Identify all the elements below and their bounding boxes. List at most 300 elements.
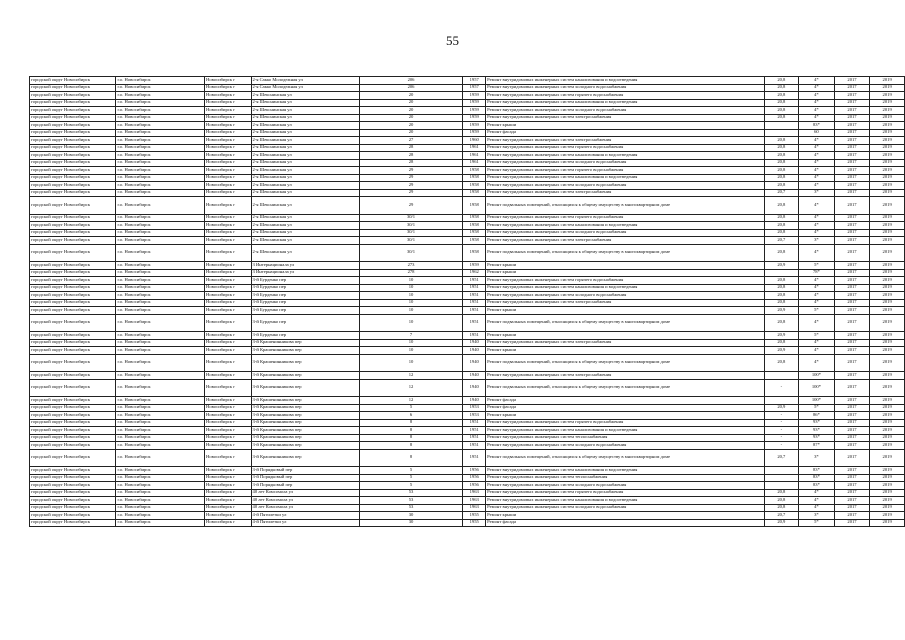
wear-cell: 20,7 [764,189,799,197]
municipality-cell: городской округ Новосибирск [30,84,116,92]
build-year-cell: 1958 [463,197,486,215]
house-number-cell: 5 [359,482,462,490]
wear-cell: 20,8 [764,99,799,107]
house-number-cell: 20 [359,99,462,107]
wear-cell: 20,8 [764,84,799,92]
work-type-cell: Ремонт крыши [486,332,764,340]
table-row [30,137,905,145]
share-cell: 4* [799,277,835,285]
work-type-cell: Ремонт подвальных помещений, относящихся к общему имуществу в многоквартирном доме [486,314,764,332]
build-year-cell: 1961 [463,159,486,167]
share-cell: 5* [799,404,835,412]
share-cell: 93* [799,434,835,442]
start-year-cell: 2017 [834,489,870,497]
wear-cell [764,482,799,490]
municipality-cell: городской округ Новосибирск [30,474,116,482]
end-year-cell: 2019 [870,379,905,397]
city-cell: Новосибирск г [205,284,252,292]
district-cell: г.о. Новосибирск [116,277,205,285]
work-type-cell: Ремонт подвальных помещений, относящихся к общему имуществу в многоквартирном доме [486,379,764,397]
house-number-cell: 27 [359,137,462,145]
district-cell: г.о. Новосибирск [116,197,205,215]
share-cell: 4* [799,197,835,215]
end-year-cell: 2019 [870,354,905,372]
wear-cell: 20,8 [764,244,799,262]
district-cell: г.о. Новосибирск [116,467,205,475]
street-cell: 3-й Крашенинникова пер [251,434,359,442]
city-cell: Новосибирск г [205,372,252,380]
end-year-cell: 2019 [870,214,905,222]
street-cell: 2-я Шекснинская ул [251,129,359,137]
share-cell: 5* [799,262,835,270]
street-cell: 3-й Крашенинникова пер [251,404,359,412]
start-year-cell: 2017 [834,482,870,490]
street-cell: 3-й Крашенинникова пер [251,442,359,450]
work-type-cell: Ремонт внутридомовых инженерных систем горячего водоснабжения [486,277,764,285]
start-year-cell: 2017 [834,269,870,277]
work-type-cell: Ремонт внутридомовых инженерных систем канализования и водоотведения [486,497,764,505]
build-year-cell: 1958 [463,174,486,182]
house-number-cell: 10 [359,299,462,307]
share-cell: 78* [799,269,835,277]
build-year-cell: 1958 [463,182,486,190]
table-row [30,122,905,130]
district-cell: г.о. Новосибирск [116,412,205,420]
work-type-cell: Ремонт крыши [486,262,764,270]
start-year-cell: 2017 [834,519,870,527]
share-cell: 4* [799,497,835,505]
district-cell: г.о. Новосибирск [116,332,205,340]
house-number-cell: 28 [359,144,462,152]
district-cell: г.о. Новосибирск [116,427,205,435]
district-cell: г.о. Новосибирск [116,292,205,300]
street-cell: 2-я Шекснинская ул [251,189,359,197]
table-row [30,214,905,222]
wear-cell: 20,7 [764,237,799,245]
wear-cell: 20,9 [764,332,799,340]
street-cell: 2-я Шекснинская ул [251,214,359,222]
house-number-cell: 8 [359,449,462,467]
build-year-cell: 1940 [463,339,486,347]
table-row [30,84,905,92]
share-cell: 4* [799,292,835,300]
municipality-cell: городской округ Новосибирск [30,307,116,315]
city-cell: Новосибирск г [205,397,252,405]
share-cell: 4* [799,159,835,167]
start-year-cell: 2017 [834,412,870,420]
table-row [30,489,905,497]
table-row [30,182,905,190]
district-cell: г.о. Новосибирск [116,512,205,520]
city-cell: Новосибирск г [205,292,252,300]
table-row [30,197,905,215]
share-cell: 4* [799,182,835,190]
city-cell: Новосибирск г [205,307,252,315]
municipality-cell: городской округ Новосибирск [30,339,116,347]
build-year-cell: 1951 [463,314,486,332]
table-row [30,99,905,107]
wear-cell: 20,8 [764,299,799,307]
street-cell: 3-й Бурденко пер [251,284,359,292]
work-type-cell: Ремонт внутридомовых инженерных систем горячего водоснабжения [486,489,764,497]
house-number-cell: 29 [359,197,462,215]
street-cell: 2-я Шекснинская ул [251,167,359,175]
street-cell: 2-я Шекснинская ул [251,99,359,107]
work-type-cell: Ремонт крыши [486,307,764,315]
work-type-cell: Ремонт крыши [486,512,764,520]
end-year-cell: 2019 [870,167,905,175]
work-type-cell: Ремонт подвальных помещений, относящихся к общему имуществу в многоквартирном доме [486,244,764,262]
work-type-cell: Ремонт внутридомовых инженерных систем электроснабжения [486,114,764,122]
street-cell: 3-й Крашенинникова пер [251,412,359,420]
end-year-cell: 2019 [870,419,905,427]
municipality-cell: городской округ Новосибирск [30,332,116,340]
table-row [30,262,905,270]
street-cell: 2-я Шекснинская ул [251,159,359,167]
wear-cell: 20,8 [764,152,799,160]
house-number-cell: 30/1 [359,244,462,262]
build-year-cell: 1959 [463,107,486,115]
build-year-cell: 1959 [463,262,486,270]
city-cell: Новосибирск г [205,214,252,222]
work-type-cell: Ремонт крыши [486,269,764,277]
house-number-cell: 5 [359,404,462,412]
work-type-cell: Ремонт внутридомовых инженерных систем канализования и водоотведения [486,427,764,435]
municipality-cell: городской округ Новосибирск [30,412,116,420]
build-year-cell: 1956 [463,482,486,490]
build-year-cell: 1951 [463,299,486,307]
start-year-cell: 2017 [834,229,870,237]
table-row [30,474,905,482]
house-number-cell: 29 [359,182,462,190]
end-year-cell: 2019 [870,397,905,405]
house-number-cell: 5 [359,467,462,475]
wear-cell: 20,8 [764,292,799,300]
district-cell: г.о. Новосибирск [116,379,205,397]
work-type-cell: Ремонт крыши [486,347,764,355]
city-cell: Новосибирск г [205,174,252,182]
city-cell: Новосибирск г [205,167,252,175]
street-cell: 3-й Крашенинникова пер [251,379,359,397]
share-cell: 3* [799,449,835,467]
build-year-cell: 1953 [463,412,486,420]
district-cell: г.о. Новосибирск [116,167,205,175]
street-cell: 2-я Сакко Молодежная ул [251,77,359,85]
street-cell: 2-я Шекснинская ул [251,237,359,245]
table-row [30,482,905,490]
wear-cell: - [764,412,799,420]
street-cell: 3-й Бурденко пер [251,292,359,300]
work-type-cell: Ремонт внутридомовых инженерных систем холодного водоснабжения [486,159,764,167]
house-number-cell: 20 [359,129,462,137]
municipality-cell: городской округ Новосибирск [30,449,116,467]
end-year-cell: 2019 [870,129,905,137]
build-year-cell: 1940 [463,397,486,405]
build-year-cell: 1957 [463,77,486,85]
house-number-cell: 10 [359,307,462,315]
wear-cell: 20,8 [764,137,799,145]
table-row [30,467,905,475]
work-type-cell: Ремонт фасада [486,397,764,405]
start-year-cell: 2017 [834,379,870,397]
build-year-cell: 1951 [463,434,486,442]
city-cell: Новосибирск г [205,474,252,482]
table-row [30,404,905,412]
district-cell: г.о. Новосибирск [116,449,205,467]
build-year-cell: 1959 [463,99,486,107]
wear-cell [764,397,799,405]
share-cell: 4* [799,214,835,222]
work-type-cell: Ремонт подвальных помещений, относящихся к общему имуществу в многоквартирном доме [486,197,764,215]
page-number: 55 [446,33,459,48]
wear-cell: 20,8 [764,489,799,497]
build-year-cell: 1951 [463,277,486,285]
start-year-cell: 2017 [834,474,870,482]
municipality-cell: городской округ Новосибирск [30,137,116,145]
wear-cell: 20,8 [764,222,799,230]
house-number-cell: 206 [359,77,462,85]
wear-cell [764,372,799,380]
share-cell: 4* [799,167,835,175]
share-cell: 4* [799,347,835,355]
table-row [30,159,905,167]
municipality-cell: городской округ Новосибирск [30,314,116,332]
street-cell: 3-й Бурденко пер [251,314,359,332]
street-cell: 2-я Шекснинская ул [251,107,359,115]
share-cell: 3* [799,512,835,520]
table-row [30,379,905,397]
street-cell: 2-я Шекснинская ул [251,197,359,215]
house-number-cell: 28 [359,159,462,167]
city-cell: Новосибирск г [205,129,252,137]
street-cell: 3-й Крашенинникова пер [251,347,359,355]
municipality-cell: городской округ Новосибирск [30,284,116,292]
wear-cell: 20,8 [764,174,799,182]
end-year-cell: 2019 [870,137,905,145]
start-year-cell: 2017 [834,299,870,307]
build-year-cell: 1957 [463,84,486,92]
table-row [30,269,905,277]
share-cell: 4* [799,92,835,100]
work-type-cell: Ремонт внутридомовых инженерных систем холодного водоснабжения [486,504,764,512]
table-row [30,512,905,520]
table-row [30,497,905,505]
district-cell: г.о. Новосибирск [116,262,205,270]
table-row [30,237,905,245]
street-cell: 2-я Шекснинская ул [251,92,359,100]
municipality-cell: городской округ Новосибирск [30,404,116,412]
house-number-cell: 53 [359,489,462,497]
house-number-cell: 20 [359,122,462,130]
district-cell: г.о. Новосибирск [116,222,205,230]
municipality-cell: городской округ Новосибирск [30,354,116,372]
city-cell: Новосибирск г [205,122,252,130]
district-cell: г.о. Новосибирск [116,84,205,92]
end-year-cell: 2019 [870,92,905,100]
city-cell: Новосибирск г [205,434,252,442]
start-year-cell: 2017 [834,284,870,292]
city-cell: Новосибирск г [205,489,252,497]
street-cell: 4-й Пятилетки ул [251,519,359,527]
start-year-cell: 2017 [834,84,870,92]
house-number-cell: 10 [359,314,462,332]
start-year-cell: 2017 [834,174,870,182]
wear-cell: 20,8 [764,92,799,100]
start-year-cell: 2017 [834,434,870,442]
start-year-cell: 2017 [834,197,870,215]
end-year-cell: 2019 [870,107,905,115]
share-cell: 4* [799,107,835,115]
street-cell: 3-й Бурденко пер [251,307,359,315]
district-cell: г.о. Новосибирск [116,482,205,490]
work-type-cell: Ремонт внутридомовых инженерных систем теплоснабжения [486,434,764,442]
municipality-cell: городской округ Новосибирск [30,504,116,512]
municipality-cell: городской округ Новосибирск [30,347,116,355]
work-type-cell: Ремонт внутридомовых инженерных систем теплоснабжения [486,474,764,482]
municipality-cell: городской округ Новосибирск [30,397,116,405]
work-type-cell: Ремонт внутридомовых инженерных систем холодного водоснабжения [486,84,764,92]
district-cell: г.о. Новосибирск [116,474,205,482]
work-type-cell: Ремонт внутридомовых инженерных систем горячего водоснабжения [486,92,764,100]
end-year-cell: 2019 [870,159,905,167]
wear-cell: 20,8 [764,354,799,372]
end-year-cell: 2019 [870,182,905,190]
street-cell: 2-я Шекснинская ул [251,122,359,130]
city-cell: Новосибирск г [205,314,252,332]
build-year-cell: 1940 [463,372,486,380]
city-cell: Новосибирск г [205,332,252,340]
end-year-cell: 2019 [870,442,905,450]
house-number-cell: 6 [359,412,462,420]
wear-cell: 20,8 [764,107,799,115]
table-row [30,107,905,115]
street-cell: 4-й Пятилетки ул [251,512,359,520]
work-type-cell: Ремонт подвальных помещений, относящихся к общему имуществу в многоквартирном доме [486,449,764,467]
wear-cell: 20,8 [764,277,799,285]
house-number-cell: 29 [359,189,462,197]
build-year-cell: 1953 [463,404,486,412]
house-number-cell: 10 [359,354,462,372]
table-row [30,292,905,300]
table-row [30,229,905,237]
share-cell: 83* [799,122,835,130]
start-year-cell: 2017 [834,262,870,270]
municipality-cell: городской округ Новосибирск [30,159,116,167]
end-year-cell: 2019 [870,269,905,277]
start-year-cell: 2017 [834,347,870,355]
house-number-cell: 273 [359,262,462,270]
build-year-cell: 1955 [463,519,486,527]
build-year-cell: 1963 [463,497,486,505]
wear-cell: 20,8 [764,504,799,512]
share-cell: 87* [799,442,835,450]
build-year-cell: 1961 [463,144,486,152]
city-cell: Новосибирск г [205,449,252,467]
table-row [30,284,905,292]
house-number-cell: 28 [359,152,462,160]
share-cell: 5* [799,332,835,340]
wear-cell: - [764,434,799,442]
city-cell: Новосибирск г [205,107,252,115]
build-year-cell: 1959 [463,92,486,100]
start-year-cell: 2017 [834,372,870,380]
wear-cell [764,129,799,137]
start-year-cell: 2017 [834,354,870,372]
municipality-cell: городской округ Новосибирск [30,144,116,152]
work-type-cell: Ремонт внутридомовых инженерных систем канализования и водоотведения [486,467,764,475]
work-type-cell: Ремонт внутридомовых инженерных систем канализования и водоотведения [486,222,764,230]
table-row [30,397,905,405]
start-year-cell: 2017 [834,332,870,340]
house-number-cell: 30/1 [359,222,462,230]
build-year-cell: 1958 [463,229,486,237]
share-cell: 4* [799,339,835,347]
district-cell: г.о. Новосибирск [116,284,205,292]
city-cell: Новосибирск г [205,427,252,435]
municipality-cell: городской округ Новосибирск [30,214,116,222]
district-cell: г.о. Новосибирск [116,214,205,222]
district-cell: г.о. Новосибирск [116,347,205,355]
work-type-cell: Ремонт внутридомовых инженерных систем канализования и водоотведения [486,99,764,107]
wear-cell: 20,8 [764,214,799,222]
house-number-cell: 8 [359,442,462,450]
build-year-cell: 1958 [463,222,486,230]
city-cell: Новосибирск г [205,519,252,527]
table-row [30,372,905,380]
end-year-cell: 2019 [870,237,905,245]
municipality-cell: городской округ Новосибирск [30,519,116,527]
wear-cell: 20,8 [764,144,799,152]
end-year-cell: 2019 [870,339,905,347]
street-cell: 40 лет Комсомола ул [251,489,359,497]
share-cell: 4* [799,84,835,92]
start-year-cell: 2017 [834,449,870,467]
municipality-cell: городской округ Новосибирск [30,419,116,427]
municipality-cell: городской округ Новосибирск [30,237,116,245]
wear-cell: 20,9 [764,519,799,527]
build-year-cell: 1955 [463,512,486,520]
municipality-cell: городской округ Новосибирск [30,229,116,237]
district-cell: г.о. Новосибирск [116,99,205,107]
table-row [30,442,905,450]
wear-cell: 20,8 [764,314,799,332]
house-number-cell: 8 [359,419,462,427]
table-row [30,347,905,355]
table-row [30,307,905,315]
share-cell: 4* [799,144,835,152]
start-year-cell: 2017 [834,99,870,107]
build-year-cell: 1951 [463,292,486,300]
end-year-cell: 2019 [870,292,905,300]
end-year-cell: 2019 [870,299,905,307]
city-cell: Новосибирск г [205,229,252,237]
district-cell: г.о. Новосибирск [116,129,205,137]
table-row [30,129,905,137]
city-cell: Новосибирск г [205,222,252,230]
municipality-cell: городской округ Новосибирск [30,189,116,197]
house-number-cell: 30 [359,519,462,527]
work-type-cell: Ремонт внутридомовых инженерных систем холодного водоснабжения [486,229,764,237]
wear-cell: 20,8 [764,339,799,347]
build-year-cell: 1951 [463,419,486,427]
work-type-cell: Ремонт внутридомовых инженерных систем горячего водоснабжения [486,144,764,152]
municipality-cell: городской округ Новосибирск [30,442,116,450]
work-type-cell: Ремонт внутридомовых инженерных систем электроснабжения [486,372,764,380]
district-cell: г.о. Новосибирск [116,497,205,505]
city-cell: Новосибирск г [205,159,252,167]
start-year-cell: 2017 [834,397,870,405]
share-cell: 3* [799,237,835,245]
